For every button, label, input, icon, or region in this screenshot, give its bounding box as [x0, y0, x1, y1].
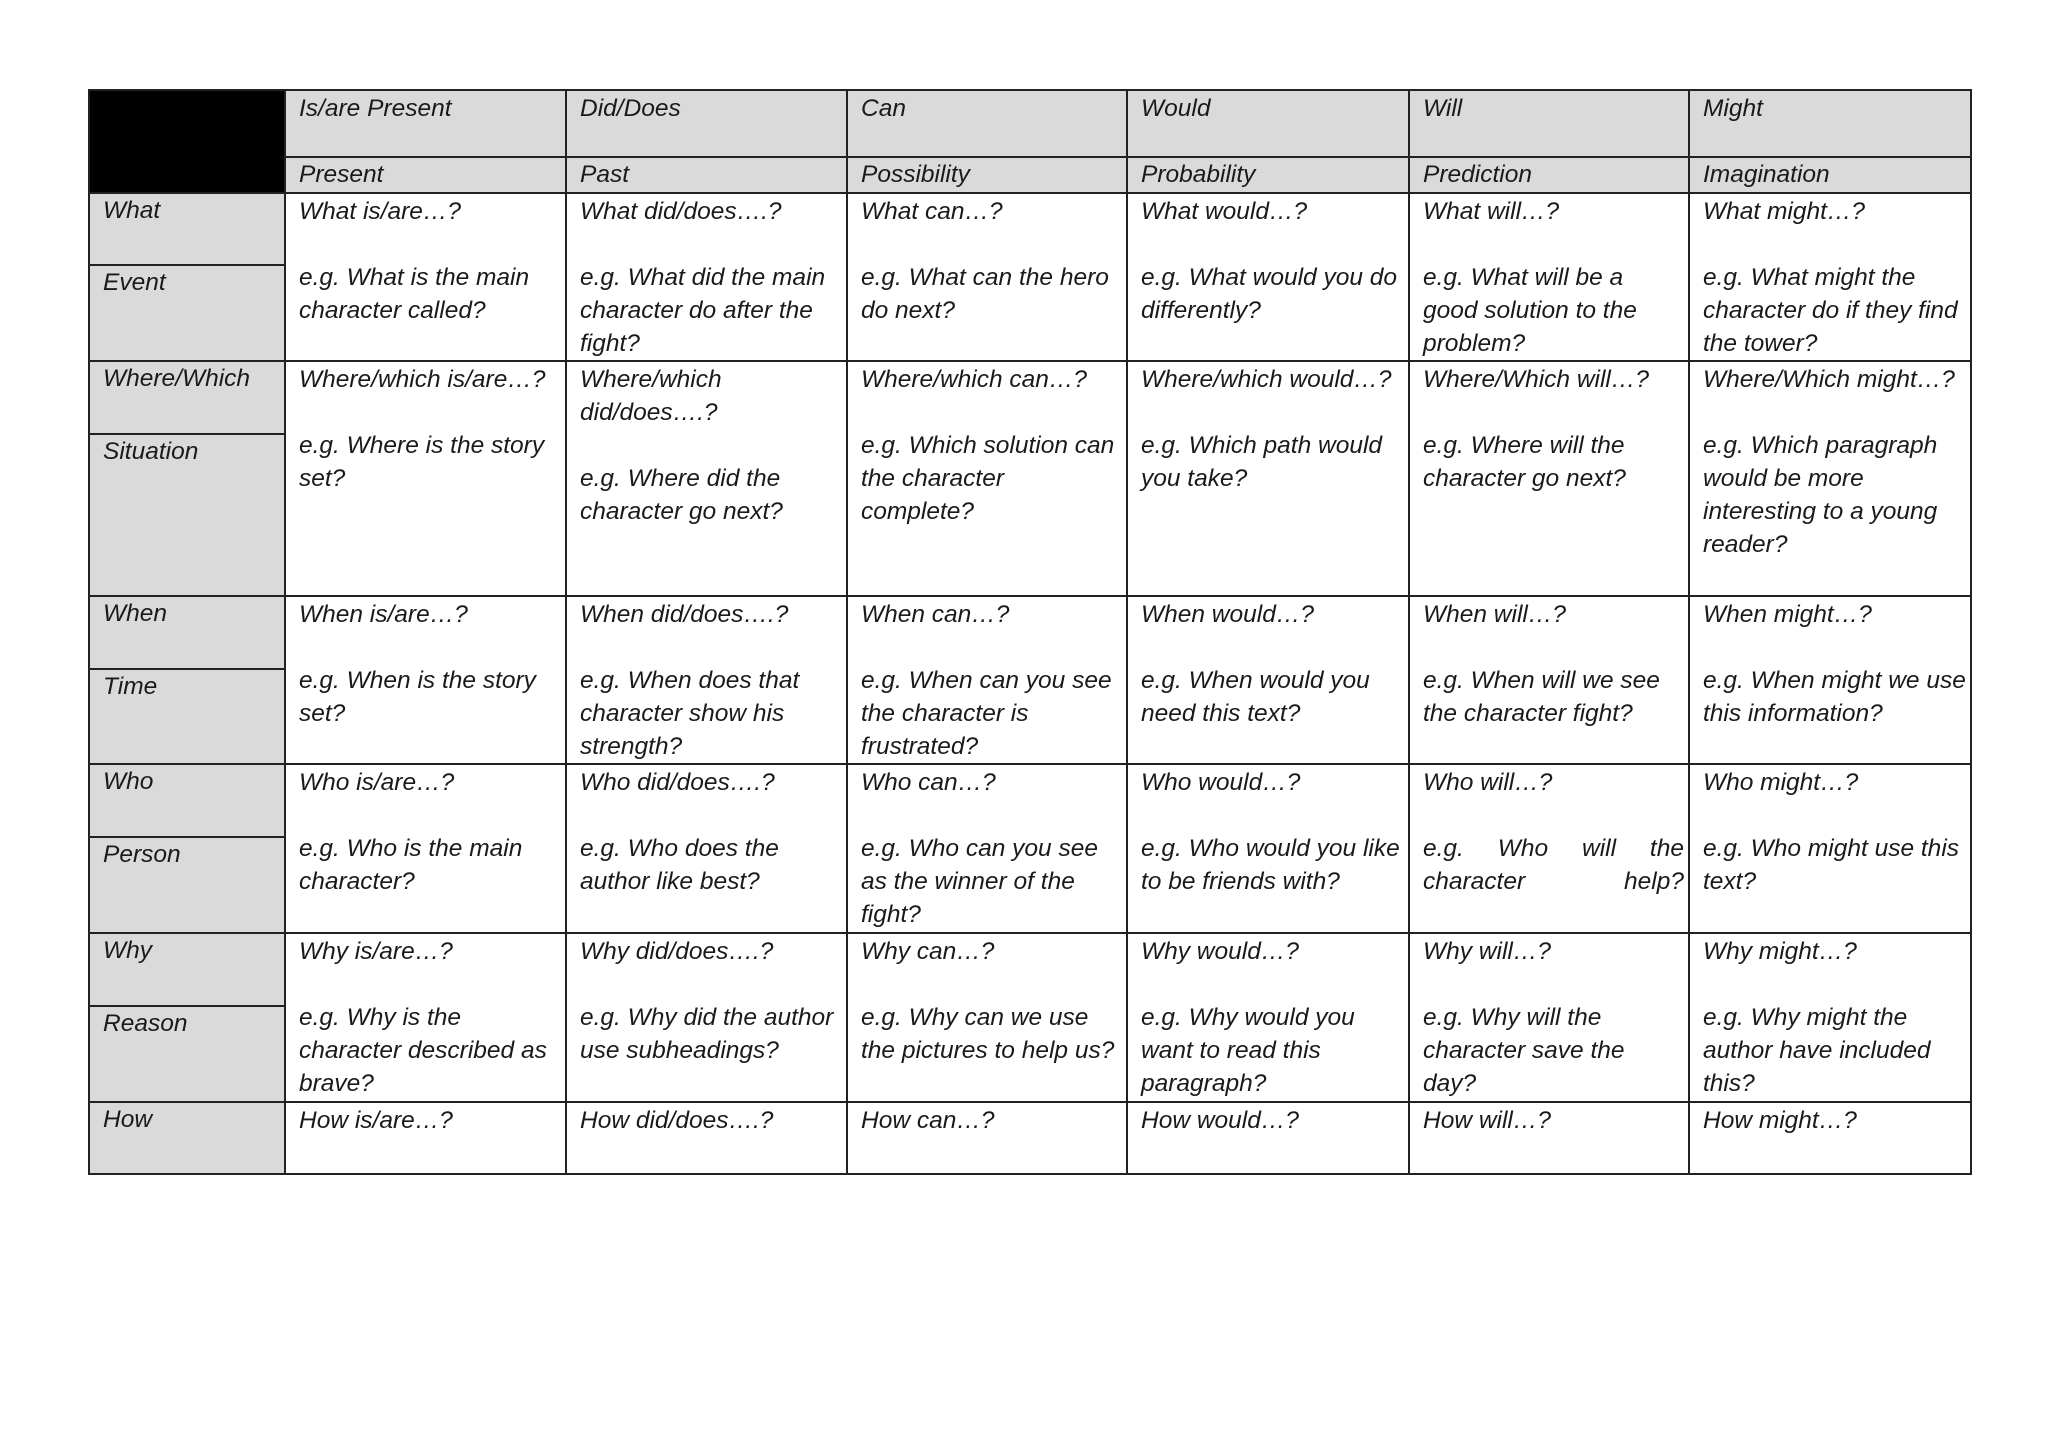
- table-cell: [847, 596, 1127, 764]
- question-stem: What did/does….?: [580, 198, 782, 225]
- table-row: [89, 1102, 1971, 1174]
- question-stem: Where/Which will…?: [1423, 366, 1649, 393]
- table-cell: How would…?: [1127, 1102, 1409, 1174]
- table-cell: [1127, 193, 1409, 361]
- question-example: e.g. Where did the character go next?: [580, 465, 783, 525]
- table-cell: [1127, 596, 1409, 764]
- table-cell: [1127, 764, 1409, 933]
- table-cell: [1127, 361, 1409, 596]
- question-stem: Where/which would…?: [1141, 366, 1392, 393]
- question-stem: Where/Which might…?: [1703, 366, 1955, 393]
- question-stem: When will…?: [1423, 601, 1566, 628]
- row-label: How: [89, 1102, 285, 1174]
- column-subheader: Imagination: [1689, 157, 1971, 193]
- question-stem: Who is/are…?: [299, 769, 455, 796]
- question-example: e.g. When is the story set?: [299, 667, 536, 727]
- meaning-header-row: [89, 157, 1971, 193]
- question-stem: What is/are…?: [299, 198, 462, 225]
- question-stem: What would…?: [1141, 198, 1308, 225]
- question-example: e.g. When does that character show his strength?: [580, 667, 800, 760]
- row-concept-label: Person: [89, 837, 285, 933]
- table-cell: [566, 361, 847, 596]
- question-stem: What might…?: [1703, 198, 1866, 225]
- column-header: Would: [1127, 90, 1409, 157]
- question-stem: Who might…?: [1703, 769, 1859, 796]
- table-row: [89, 193, 1971, 265]
- table-cell: How did/does….?: [566, 1102, 847, 1174]
- question-example: e.g. Who would you like to be friends with?: [1141, 835, 1400, 895]
- question-example: e.g. When can you see the character is frustrated?: [861, 667, 1112, 760]
- table-cell: [285, 361, 566, 596]
- row-label: When: [89, 596, 285, 669]
- column-header: Did/Does: [566, 90, 847, 157]
- question-example: e.g. Why can we use the pictures to help us?: [861, 1004, 1115, 1064]
- question-example: e.g. Who does the author like best?: [580, 835, 779, 895]
- table-cell: [847, 361, 1127, 596]
- question-example: e.g. Who will the character help?: [1423, 835, 1684, 895]
- question-stem: Why might…?: [1703, 938, 1857, 965]
- table-cell: [1689, 764, 1971, 933]
- question-example: e.g. Which paragraph would be more interesting to a young reader?: [1703, 432, 1938, 558]
- question-example: e.g. Where is the story set?: [299, 432, 545, 492]
- question-example: e.g. Who is the main character?: [299, 835, 523, 895]
- table-cell: [1689, 193, 1971, 361]
- question-example: e.g. What can the hero do next?: [861, 264, 1109, 324]
- row-label: Who: [89, 764, 285, 837]
- row-label: What: [89, 193, 285, 265]
- table-cell: [285, 764, 566, 933]
- question-stem: What can…?: [861, 198, 1003, 225]
- table-cell: How is/are…?: [285, 1102, 566, 1174]
- row-concept-label: Time: [89, 669, 285, 764]
- column-subheader: Probability: [1127, 157, 1409, 193]
- question-example: e.g. Who might use this text?: [1703, 835, 1960, 895]
- question-example: e.g. What would you do differently?: [1141, 264, 1398, 324]
- column-header: Can: [847, 90, 1127, 157]
- question-stem: Who did/does….?: [580, 769, 775, 796]
- question-example: e.g. What might the character do if they find the tower?: [1703, 264, 1958, 357]
- table-row: [89, 361, 1971, 434]
- table-row: [89, 764, 1971, 837]
- table-cell: [285, 596, 566, 764]
- question-stem: What will…?: [1423, 198, 1560, 225]
- table-cell: [566, 933, 847, 1102]
- question-stem: Who would…?: [1141, 769, 1301, 796]
- question-stem: Where/which is/are…?: [299, 366, 546, 393]
- question-stem: Who will…?: [1423, 769, 1553, 796]
- table-cell: [847, 764, 1127, 933]
- corner-block: [89, 90, 285, 193]
- question-matrix-table: [88, 89, 1972, 1175]
- table-cell: [285, 933, 566, 1102]
- column-subheader: Present: [285, 157, 566, 193]
- question-example: e.g. What will be a good solution to the problem?: [1423, 264, 1637, 357]
- table-cell: [847, 933, 1127, 1102]
- question-example: e.g. Why is the character described as brave?: [299, 1004, 547, 1097]
- question-example: e.g. Where will the character go next?: [1423, 432, 1626, 492]
- question-stem: Who can…?: [861, 769, 996, 796]
- table-cell: How might…?: [1689, 1102, 1971, 1174]
- question-stem: When is/are…?: [299, 601, 468, 628]
- column-subheader: Prediction: [1409, 157, 1689, 193]
- table-cell: [1409, 193, 1689, 361]
- question-example: e.g. Which solution can the character complete?: [861, 432, 1115, 525]
- question-example: e.g. When would you need this text?: [1141, 667, 1370, 727]
- question-stem: Why would…?: [1141, 938, 1299, 965]
- table-cell: How can…?: [847, 1102, 1127, 1174]
- table-cell: [847, 193, 1127, 361]
- question-example: e.g. Which path would you take?: [1141, 432, 1383, 492]
- table-cell: [566, 596, 847, 764]
- question-stem: Why can…?: [861, 938, 995, 965]
- question-stem: Why will…?: [1423, 938, 1551, 965]
- modal-header-row: [89, 90, 1971, 157]
- question-example: e.g. Who can you see as the winner of the fight?: [861, 835, 1098, 928]
- column-header: Is/are Present: [285, 90, 566, 157]
- question-example: e.g. Why might the author have included this?: [1703, 1004, 1931, 1097]
- question-example: e.g. When might we use this information?: [1703, 667, 1966, 727]
- table-row: [89, 596, 1971, 669]
- table-cell: [1409, 596, 1689, 764]
- column-subheader: Past: [566, 157, 847, 193]
- table-cell: [1409, 361, 1689, 596]
- table-cell: [566, 764, 847, 933]
- question-stem: Why did/does….?: [580, 938, 774, 965]
- row-label: Where/Which: [89, 361, 285, 434]
- question-stem: When might…?: [1703, 601, 1872, 628]
- row-concept-label: Reason: [89, 1006, 285, 1102]
- table-row: [89, 933, 1971, 1006]
- question-example: e.g. What is the main character called?: [299, 264, 530, 324]
- question-example: e.g. When will we see the character fight?: [1423, 667, 1660, 727]
- column-header: Will: [1409, 90, 1689, 157]
- row-label: Why: [89, 933, 285, 1006]
- question-stem: Where/which did/does….?: [580, 366, 722, 426]
- table-cell: [1689, 933, 1971, 1102]
- table-cell: [1409, 933, 1689, 1102]
- column-header: Might: [1689, 90, 1971, 157]
- table-cell: [1127, 933, 1409, 1102]
- question-stem: When can…?: [861, 601, 1010, 628]
- row-concept-label: Event: [89, 265, 285, 361]
- question-example: e.g. Why would you want to read this paragraph?: [1141, 1004, 1355, 1097]
- table-cell: [566, 193, 847, 361]
- question-stem: Where/which can…?: [861, 366, 1088, 393]
- table-cell: How will…?: [1409, 1102, 1689, 1174]
- table-cell: [1689, 361, 1971, 596]
- column-subheader: Possibility: [847, 157, 1127, 193]
- question-example: e.g. What did the main character do after the fight?: [580, 264, 826, 357]
- question-example: e.g. Why did the author use subheadings?: [580, 1004, 834, 1064]
- table-cell: [1689, 596, 1971, 764]
- question-stem: Why is/are…?: [299, 938, 453, 965]
- question-stem: When would…?: [1141, 601, 1314, 628]
- question-example: e.g. Why will the character save the day?: [1423, 1004, 1625, 1097]
- question-stem: When did/does….?: [580, 601, 789, 628]
- table-cell: [285, 193, 566, 361]
- table-cell: [1409, 764, 1689, 933]
- row-concept-label: Situation: [89, 434, 285, 596]
